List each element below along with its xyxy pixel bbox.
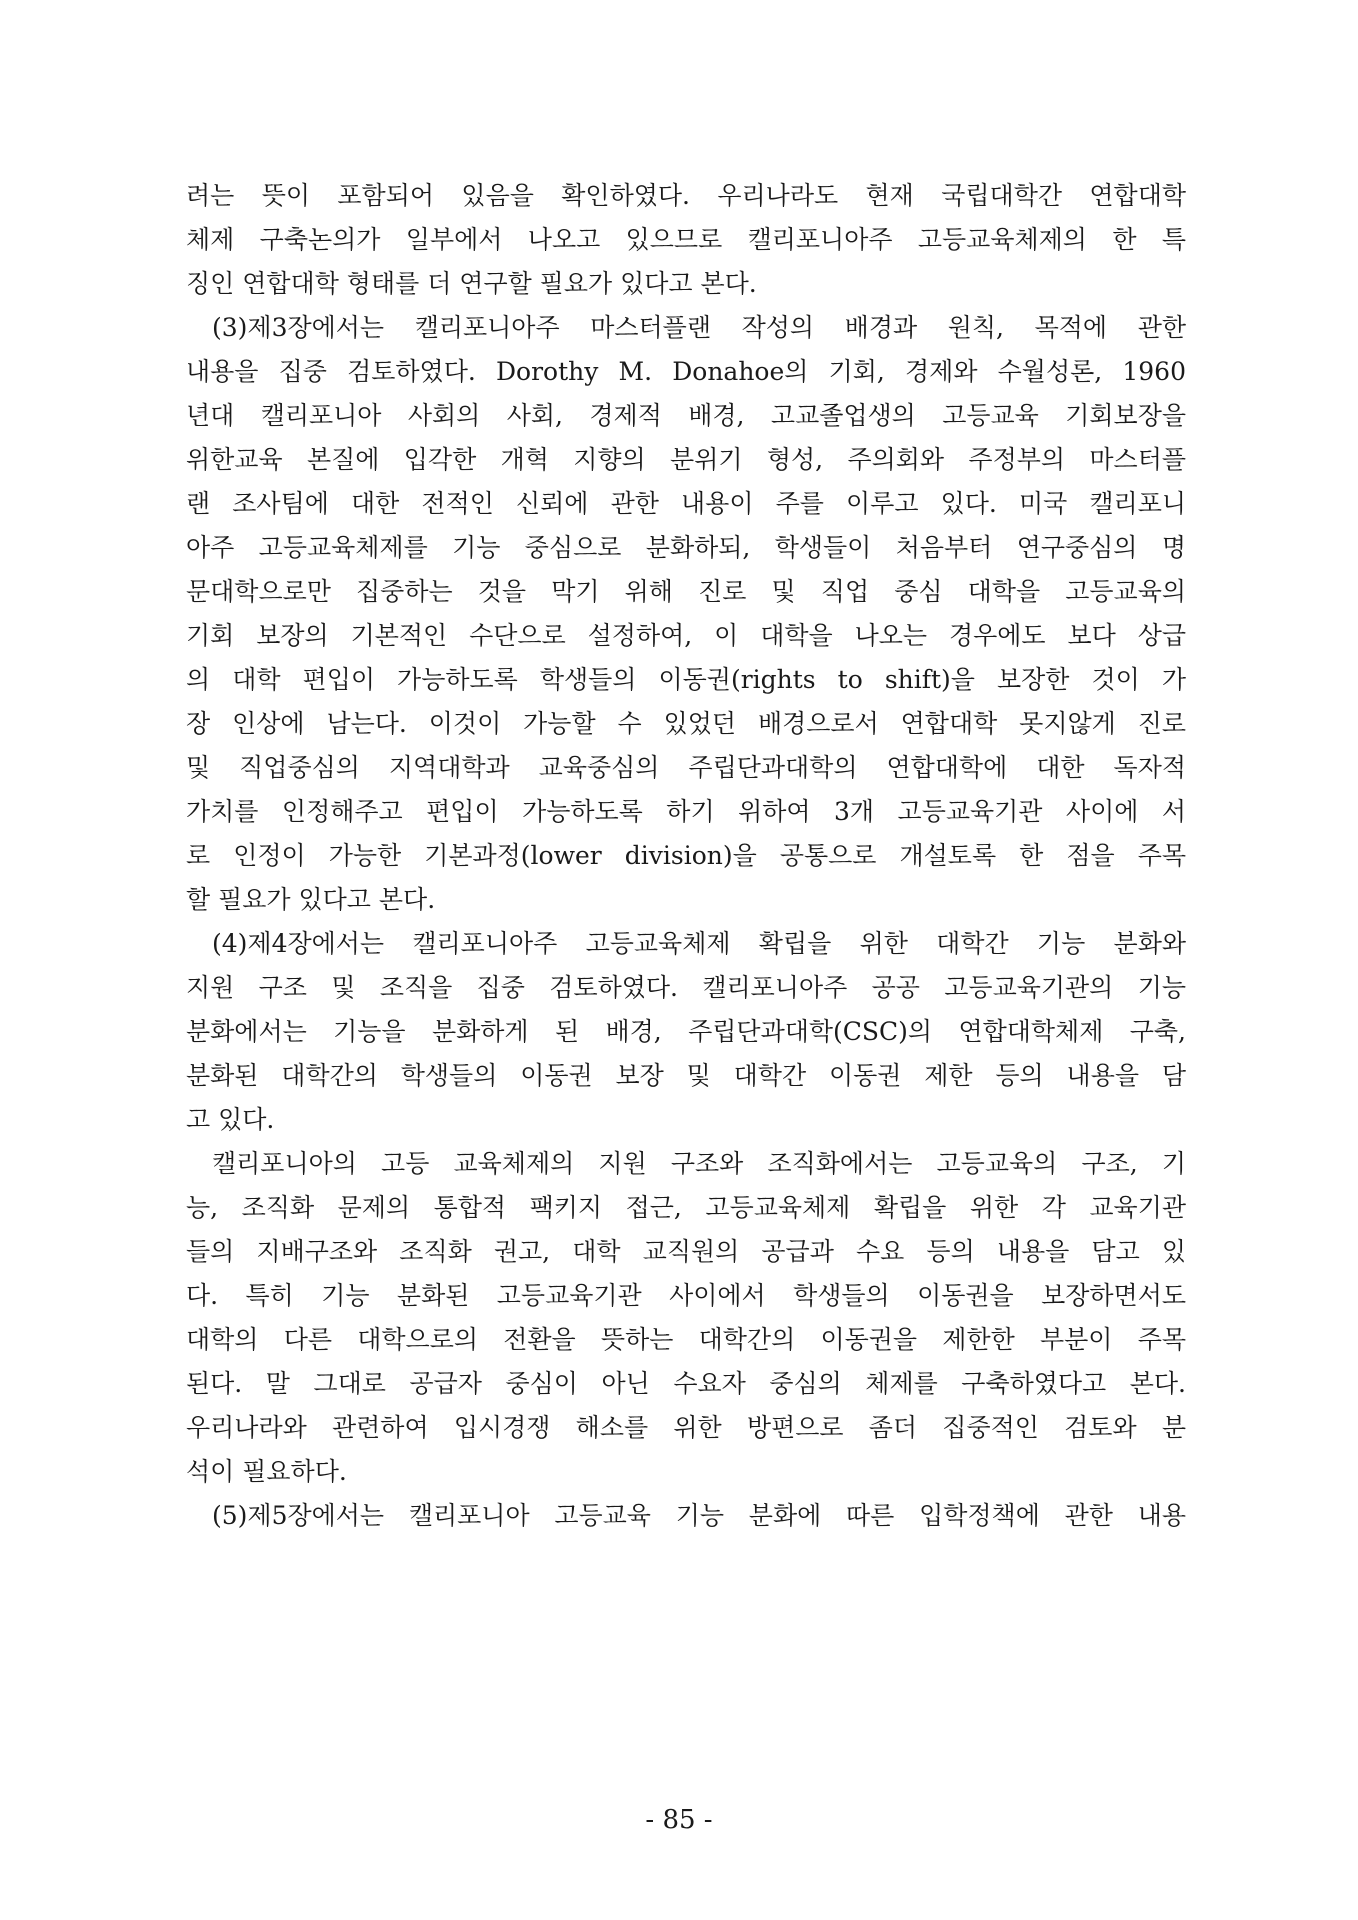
text-line: 려는 뜻이 포함되어 있음을 확인하였다. 우리나라도 현재 국립대학간 연합대학 [186, 181, 1186, 210]
text-line: 징인 연합대학 형태를 더 연구할 필요가 있다고 본다. [186, 269, 757, 298]
text-line: 우리나라와 관련하여 입시경쟁 해소를 위한 방편으로 좀더 집중적인 검토와 분 [186, 1413, 1186, 1442]
text-line: 지원 구조 및 조직을 집중 검토하였다. 캘리포니아주 공공 고등교육기관의 기능 [186, 973, 1186, 1002]
text-line: 및 직업중심의 지역대학과 교육중심의 주립단과대학의 연합대학에 대한 독자적 [186, 753, 1186, 782]
text-line: 내용을 집중 검토하였다. Dorothy M. Donahoe의 기회, 경제와 수월성론, 1960 [186, 357, 1186, 386]
text-line: 기회 보장의 기본적인 수단으로 설정하여, 이 대학을 나오는 경우에도 보다 상급 [186, 621, 1186, 650]
text-line: 아주 고등교육체제를 기능 중심으로 분화하되, 학생들이 처음부터 연구중심의 명 [186, 533, 1186, 562]
text-line: 로 인정이 가능한 기본과정(lower division)을 공통으로 개설토록 한 점을 주목 [186, 841, 1186, 870]
text-line: 고 있다. [186, 1105, 275, 1134]
text-line: 가치를 인정해주고 편입이 가능하도록 하기 위하여 3개 고등교육기관 사이에 서 [186, 797, 1186, 826]
text-line: 캘리포니아의 고등 교육체제의 지원 구조와 조직화에서는 고등교육의 구조, 기 [212, 1149, 1186, 1178]
text-line: (3)제3장에서는 캘리포니아주 마스터플랜 작성의 배경과 원칙, 목적에 관한 [212, 313, 1186, 342]
text-line: 석이 필요하다. [186, 1457, 347, 1486]
text-line: 장 인상에 남는다. 이것이 가능할 수 있었던 배경으로서 연합대학 못지않게 진로 [186, 709, 1186, 738]
text-line: 위한교육 본질에 입각한 개혁 지향의 분위기 형성, 주의회와 주정부의 마스터플 [186, 445, 1186, 474]
text-line: 능, 조직화 문제의 통합적 팩키지 접근, 고등교육체제 확립을 위한 각 교육기관 [186, 1193, 1186, 1222]
text-line: (5)제5장에서는 캘리포니아 고등교육 기능 분화에 따른 입학정책에 관한 내용 [212, 1501, 1186, 1530]
text-line: 다. 특히 기능 분화된 고등교육기관 사이에서 학생들의 이동권을 보장하면서도 [186, 1281, 1186, 1310]
text-line: 할 필요가 있다고 본다. [186, 885, 436, 914]
text-line: 문대학으로만 집중하는 것을 막기 위해 진로 및 직업 중심 대학을 고등교육의 [186, 577, 1186, 606]
text-line: 년대 캘리포니아 사회의 사회, 경제적 배경, 고교졸업생의 고등교육 기회보장을 [186, 401, 1186, 430]
text-line: 된다. 말 그대로 공급자 중심이 아닌 수요자 중심의 체제를 구축하였다고 본다. [186, 1369, 1186, 1398]
text-line: 랜 조사팀에 대한 전적인 신뢰에 관한 내용이 주를 이루고 있다. 미국 캘리포니 [186, 489, 1186, 518]
text-line: 분화된 대학간의 학생들의 이동권 보장 및 대학간 이동권 제한 등의 내용을 담 [186, 1061, 1186, 1090]
page-number: - 85 - [645, 1805, 713, 1835]
text-line: 분화에서는 기능을 분화하게 된 배경, 주립단과대학(CSC)의 연합대학체제 구축, [186, 1017, 1186, 1046]
text-line: 들의 지배구조와 조직화 권고, 대학 교직원의 공급과 수요 등의 내용을 담고 있 [186, 1237, 1186, 1266]
text-line: 대학의 다른 대학으로의 전환을 뜻하는 대학간의 이동권을 제한한 부분이 주목 [186, 1325, 1186, 1354]
text-line: 체제 구축논의가 일부에서 나오고 있으므로 캘리포니아주 고등교육체제의 한 특 [186, 225, 1186, 254]
text-line: 의 대학 편입이 가능하도록 학생들의 이동권(rights to shift)을 보장한 것이 가 [186, 665, 1186, 694]
text-line: (4)제4장에서는 캘리포니아주 고등교육체제 확립을 위한 대학간 기능 분화와 [212, 929, 1186, 958]
